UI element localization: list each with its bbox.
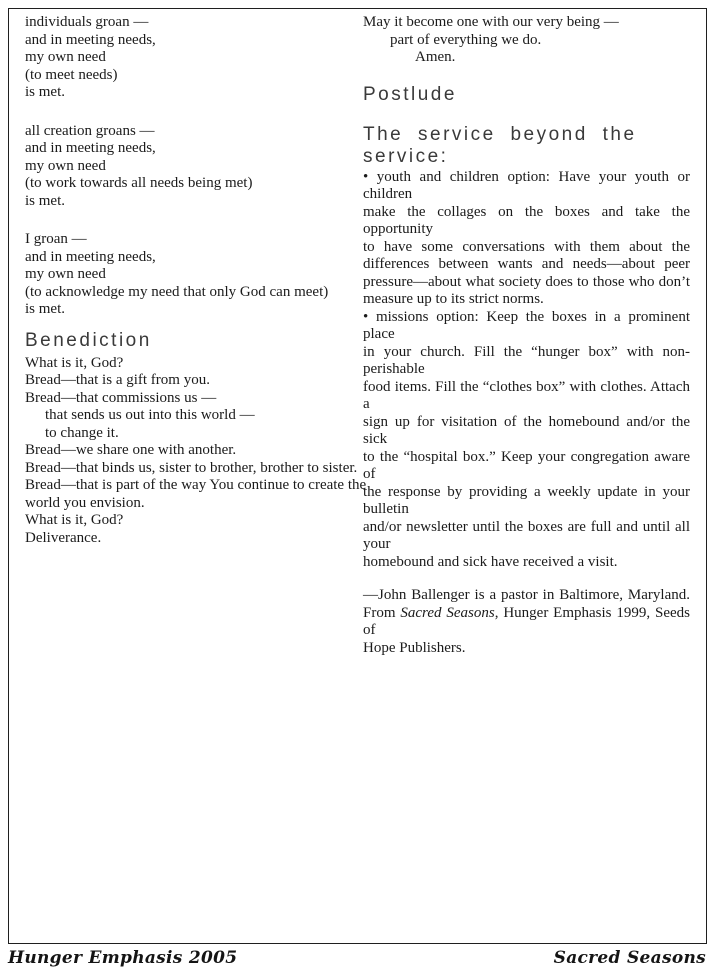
text-line: the response by providing a weekly update in your bulletin: [363, 483, 690, 517]
text-line: and in meeting needs,: [25, 248, 156, 265]
text-line: to the “hospital box.” Keep your congregation aware of: [363, 448, 690, 482]
text-line: (to acknowledge my need that only God can meet): [25, 283, 329, 300]
text-line: in your church. Fill the “hunger box” with non-perishable: [363, 343, 690, 377]
text-line: part of everything we do.: [390, 31, 542, 48]
left-column: [25, 14, 367, 547]
text-line: is met.: [25, 192, 65, 209]
text-line: Bread—that is a gift from you.: [25, 372, 210, 388]
text-line: food items. Fill the “clothes box” with clothes. Attach a: [363, 378, 690, 412]
text-line: (to work towards all needs being met): [25, 175, 253, 191]
text-line: is met.: [25, 84, 65, 100]
text-line: (to meet needs): [25, 66, 118, 83]
text-line: Deliverance.: [25, 529, 102, 546]
text-line: and in meeting needs,: [25, 140, 156, 156]
benediction-body: [25, 354, 367, 548]
attribution-prefix: From: [363, 604, 401, 621]
postlude-heading: Postlude: [363, 83, 457, 105]
author-attribution: [363, 587, 690, 657]
stanza-i-groan: [25, 231, 351, 319]
publication-title: Sacred Seasons: [400, 604, 495, 621]
text-line: pressure—about what society does to those who don’t: [363, 273, 690, 290]
closing-response: [363, 14, 690, 67]
service-beyond-heading: The service beyond the service:: [363, 123, 637, 167]
text-line: and in meeting needs,: [25, 31, 156, 48]
text-line: homebound and sick have received a visit.: [363, 553, 618, 570]
text-line: my own need: [25, 49, 106, 65]
youth-option-paragraph: [363, 169, 690, 309]
text-line: and/or newsletter until the boxes are full and until all your: [363, 518, 690, 552]
text-line: world you envision.: [25, 494, 145, 511]
text-line: Bread—that binds us, sister to brother, brother to sister.: [25, 459, 358, 476]
text-line: all creation groans —: [25, 122, 155, 139]
footer-issue-title: Hunger Emphasis 2005: [8, 948, 238, 968]
text-line: my own need: [25, 266, 106, 282]
right-column: [363, 14, 690, 657]
text-line: • missions option: Keep the boxes in a prominent place: [363, 308, 690, 342]
text-line: I groan —: [25, 231, 87, 247]
stanza-all-creation: [25, 123, 351, 211]
attribution-suffix: , Hunger Emphasis 1999, Seeds of: [363, 604, 691, 638]
text-line: Amen.: [415, 49, 456, 65]
text-line: sign up for visitation of the homebound and/or the sick: [363, 413, 690, 447]
text-line: measure up to its strict norms.: [363, 291, 544, 307]
text-line: Bread—we share one with another.: [25, 442, 237, 458]
text-line: Bread—that is part of the way You continue to create the: [25, 477, 367, 493]
text-line: —John Ballenger is a pastor in Baltimore, Maryland.: [363, 587, 690, 603]
text-line: my own need: [25, 157, 106, 174]
text-line: Hope Publishers.: [363, 639, 466, 656]
missions-option-paragraph: [363, 309, 690, 572]
page-footer: [8, 948, 706, 968]
benediction-heading: Benediction: [25, 329, 152, 351]
text-line: [363, 605, 690, 640]
text-line: to have some conversations with them about the: [363, 238, 690, 255]
text-line: is met.: [25, 301, 65, 317]
stanza-individuals: [25, 14, 351, 102]
text-line: make the collages on the boxes and take the opportunity: [363, 203, 690, 237]
text-line: • youth and children option: Have your youth or children: [363, 168, 690, 202]
text-line: differences between wants and needs—about peer: [363, 256, 690, 272]
text-line: to change it.: [45, 424, 119, 441]
text-line: May it become one with our very being —: [363, 14, 619, 30]
footer-publication-name: Sacred Seasons: [553, 948, 706, 968]
text-line: What is it, God?: [25, 512, 124, 528]
text-line: Bread—that commissions us —: [25, 389, 217, 406]
text-line: What is it, God?: [25, 354, 124, 371]
text-line: individuals groan —: [25, 14, 149, 30]
text-line: that sends us out into this world —: [45, 407, 255, 423]
